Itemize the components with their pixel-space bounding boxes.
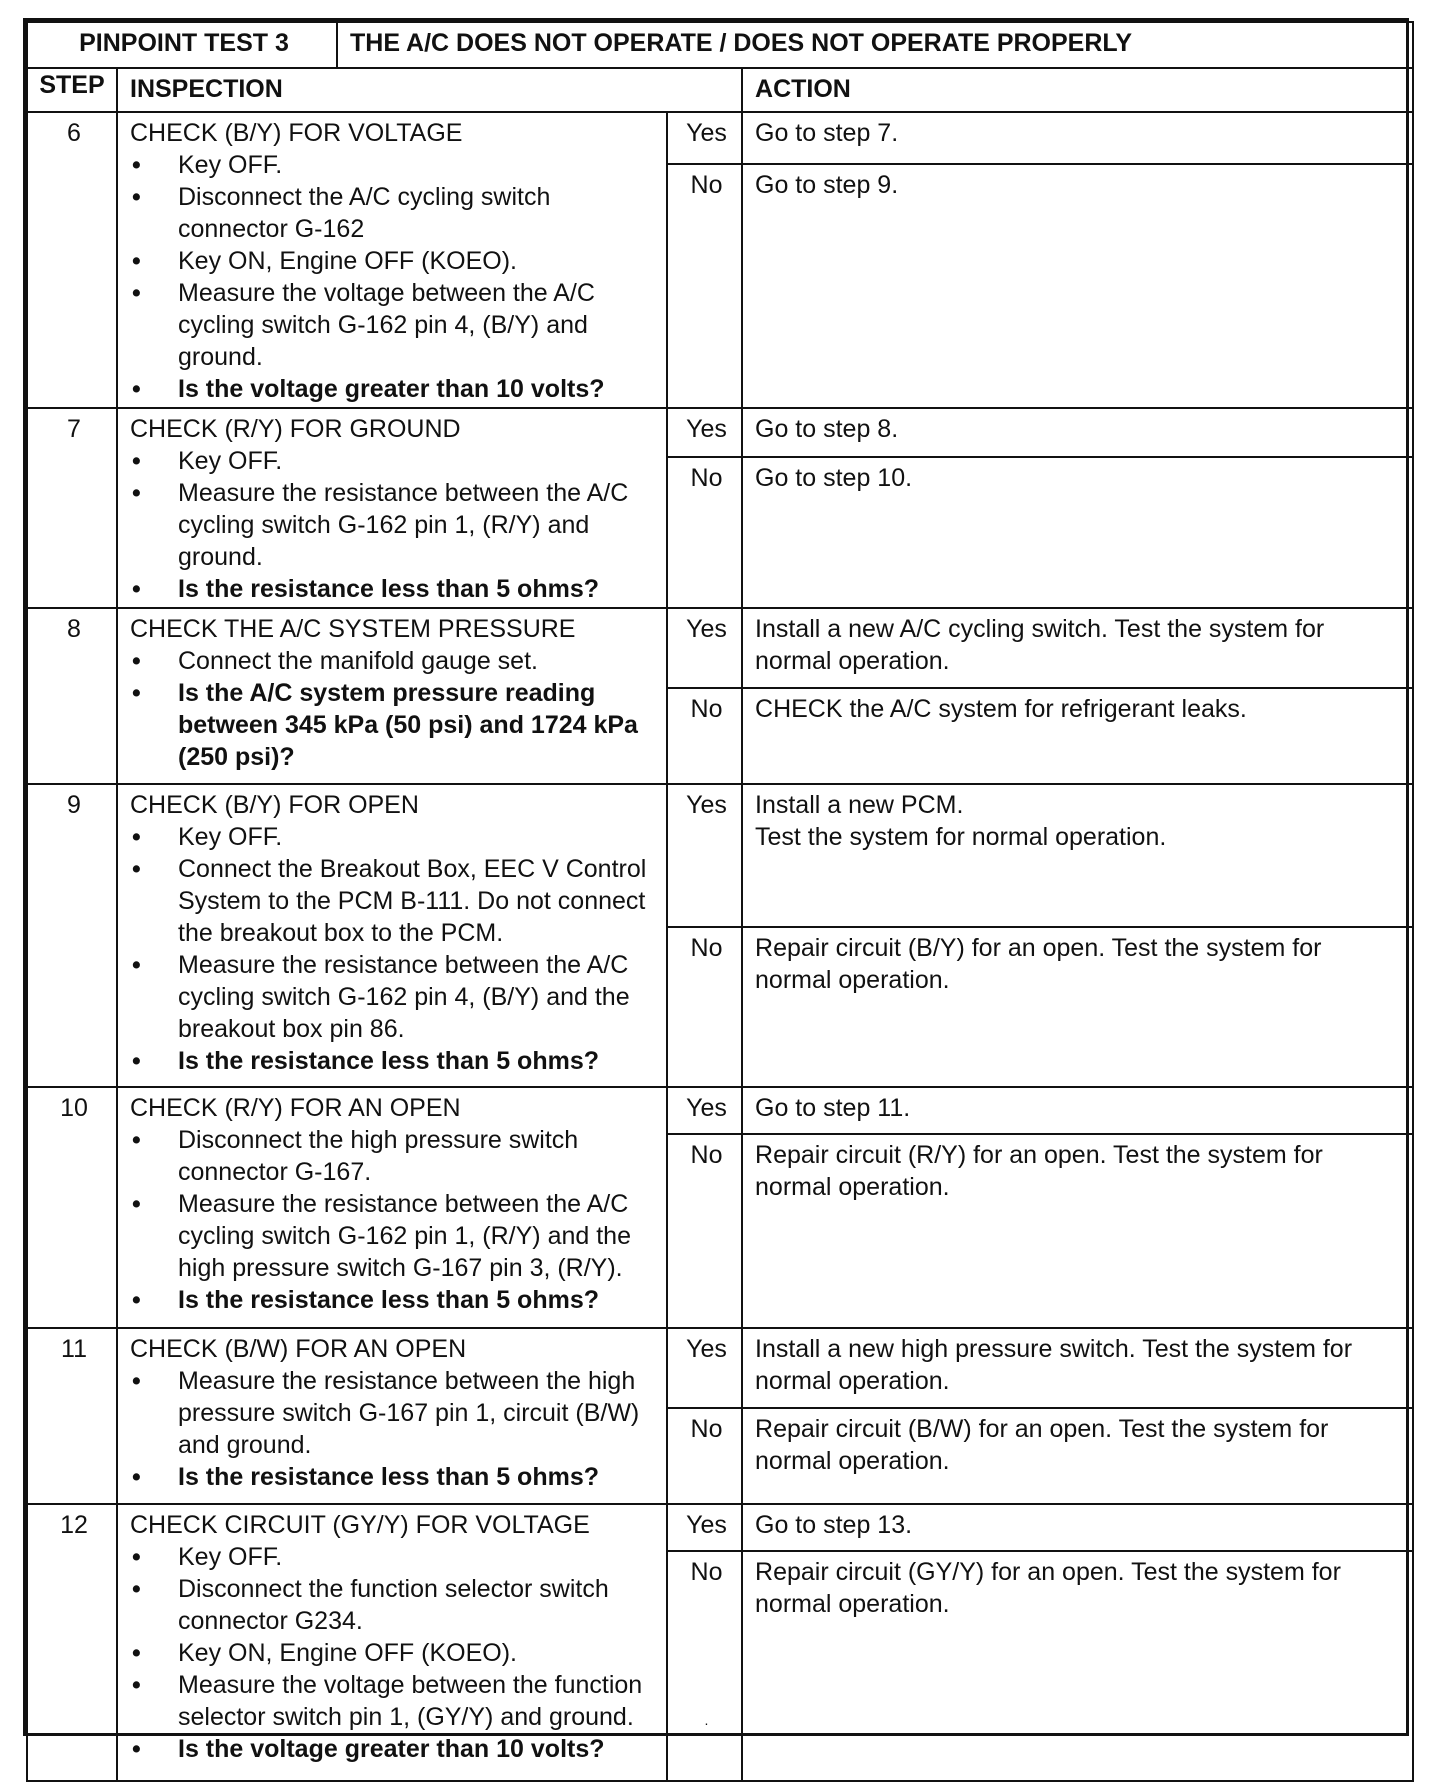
list-item: • Key OFF. [130,445,658,477]
yes-action: Install a new high pressure switch. Test the system for normal operation. [742,1328,1413,1408]
inspection-list [130,1541,658,1765]
no-label: No [667,1134,742,1328]
yes-label: Yes [667,608,742,688]
list-item-question: • Is the resistance less than 5 ohms? [130,573,658,605]
inspection-cell [117,1504,667,1781]
list-item: • Measure the resistance between the A/C cycling switch G-162 pin 4, (B/Y) and the breakout box pin 86. [130,949,658,1045]
no-label: No [667,1408,742,1504]
inspection-title: CHECK (R/Y) FOR AN OPEN [130,1094,461,1122]
list-item: • Measure the voltage between the function selector switch pin 1, (GY/Y) and ground. [130,1669,658,1733]
yes-action: Go to step 11. [742,1087,1413,1134]
inspection-list [130,1365,658,1493]
no-action: Go to step 10. [742,457,1413,608]
inspection-cell [117,1328,667,1504]
inspection-list [130,645,658,773]
list-item: • Connect the manifold gauge set. [130,645,658,677]
list-item: • Disconnect the function selector switch connector G234. [130,1573,658,1637]
yes-action: Go to step 8. [742,408,1413,457]
inspection-title: CHECK CIRCUIT (GY/Y) FOR VOLTAGE [130,1511,590,1539]
list-item-question: • Is the resistance less than 5 ohms? [130,1284,658,1316]
list-item: • Measure the resistance between the A/C cycling switch G-162 pin 1, (R/Y) and ground. [130,477,658,573]
inspection-title: CHECK (R/Y) FOR GROUND [130,415,461,443]
list-item-question: • Is the voltage greater than 10 volts? [130,373,658,405]
no-label: No [667,457,742,608]
inspection-title: CHECK (B/Y) FOR OPEN [130,791,419,819]
inspection-cell [117,608,667,784]
table-row [27,608,1413,688]
inspection-cell [117,112,667,408]
no-label: No [667,164,742,408]
inspection-title: CHECK (B/Y) FOR VOLTAGE [130,119,463,147]
step-number: 8 [27,608,117,784]
list-item-question: • Is the resistance less than 5 ohms? [130,1461,658,1493]
step-number: 10 [27,1087,117,1328]
pinpoint-table [26,21,1414,1782]
step-number: 11 [27,1328,117,1504]
no-action: Repair circuit (B/Y) for an open. Test the system for normal operation. [742,927,1413,1087]
step-number: 12 [27,1504,117,1781]
stray-dot-mark: · [704,1715,709,1731]
inspection-title: CHECK THE A/C SYSTEM PRESSURE [130,615,576,643]
pinpoint-test-sheet [23,18,1409,1763]
yes-action-line: Install a new PCM. [755,791,964,819]
yes-action [742,784,1413,927]
inspection-cell [117,1087,667,1328]
step-number: 7 [27,408,117,608]
inspection-column-header: INSPECTION [117,68,742,112]
table-row [27,112,1413,164]
list-item: • Measure the resistance between the high pressure switch G-167 pin 1, circuit (B/W) and ground. [130,1365,658,1461]
inspection-list [130,149,658,405]
list-item: • Disconnect the A/C cycling switch connector G-162 [130,181,658,245]
yes-label: Yes [667,1504,742,1551]
title-row [27,22,1413,68]
yes-action: Go to step 7. [742,112,1413,164]
list-item: • Key ON, Engine OFF (KOEO). [130,1637,658,1669]
list-item: • Disconnect the high pressure switch connector G-167. [130,1124,658,1188]
no-label: No [667,688,742,784]
test-title: THE A/C DOES NOT OPERATE / DOES NOT OPERATE PROPERLY [337,22,1413,68]
no-action: Repair circuit (B/W) for an open. Test the system for normal operation. [742,1408,1413,1504]
yes-action: Install a new A/C cycling switch. Test the system for normal operation. [742,608,1413,688]
list-item: • Measure the resistance between the A/C cycling switch G-162 pin 1, (R/Y) and the high pressure switch G-167 pin 3, (R/Y). [130,1188,658,1284]
table-row [27,1504,1413,1551]
inspection-list [130,445,658,605]
list-item: • Key OFF. [130,821,658,853]
list-item-question: • Is the resistance less than 5 ohms? [130,1045,658,1077]
no-action: Repair circuit (GY/Y) for an open. Test the system for normal operation. [742,1551,1413,1781]
yes-action-line: Test the system for normal operation. [755,823,1167,851]
yes-label: Yes [667,408,742,457]
no-label [667,1551,742,1781]
list-item-question: • Is the A/C system pressure reading between 345 kPa (50 psi) and 1724 kPa (250 psi)? [130,677,658,773]
inspection-cell [117,784,667,1087]
no-label-text: No [690,1558,723,1586]
inspection-list [130,1124,658,1316]
table-row [27,784,1413,927]
yes-label: Yes [667,112,742,164]
list-item: • Connect the Breakout Box, EEC V Control System to the PCM B-111. Do not connect the breakout box to the PCM. [130,853,658,949]
table-row [27,1328,1413,1408]
list-item-question: • Is the voltage greater than 10 volts? [130,1733,658,1765]
no-action: Go to step 9. [742,164,1413,408]
yes-label: Yes [667,1328,742,1408]
table-row [27,1087,1413,1134]
step-column-header: STEP [27,68,117,112]
step-number: 6 [27,112,117,408]
no-label: No [667,927,742,1087]
list-item: • Measure the voltage between the A/C cycling switch G-162 pin 4, (B/Y) and ground. [130,277,658,373]
inspection-title: CHECK (B/W) FOR AN OPEN [130,1335,467,1363]
inspection-cell [117,408,667,608]
column-header-row [27,68,1413,112]
inspection-list [130,821,658,1077]
no-action: CHECK the A/C system for refrigerant leaks. [742,688,1413,784]
list-item: • Key OFF. [130,149,658,181]
no-action: Repair circuit (R/Y) for an open. Test the system for normal operation. [742,1134,1413,1328]
yes-label: Yes [667,784,742,927]
test-label: PINPOINT TEST 3 [27,22,337,68]
yes-label: Yes [667,1087,742,1134]
list-item: • Key OFF. [130,1541,658,1573]
step-number: 9 [27,784,117,1087]
list-item: • Key ON, Engine OFF (KOEO). [130,245,658,277]
yes-action: Go to step 13. [742,1504,1413,1551]
action-column-header: ACTION [742,68,1413,112]
table-row [27,408,1413,457]
